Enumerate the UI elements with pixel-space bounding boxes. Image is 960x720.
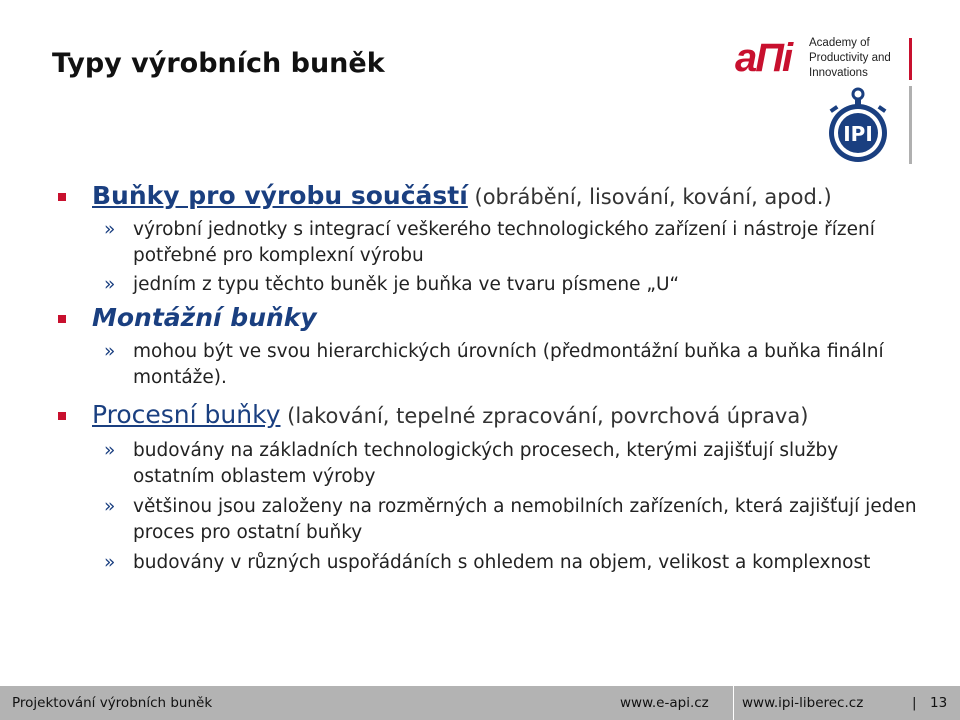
footer-divider xyxy=(733,686,734,720)
arrow-bullet-icon: » xyxy=(104,552,116,573)
list-item: » mohou být ve svou hierarchických úrovních (předmontážní buňka a buňka finální montáže). xyxy=(104,341,884,388)
footer-separator: | xyxy=(912,695,917,711)
section-heading: Buňky pro výrobu součástí xyxy=(92,181,468,210)
api-logo-text: Academy of Productivity and Innovations xyxy=(809,37,891,79)
footer-link-e-api[interactable]: www.e-api.cz xyxy=(620,695,709,711)
section-heading-detail: (obrábění, lisování, kování, apod.) xyxy=(467,185,832,209)
square-bullet-icon xyxy=(58,193,66,201)
section-heading: Procesní buňky xyxy=(92,400,281,429)
arrow-bullet-icon: » xyxy=(104,496,116,517)
api-logo-mark: aΠi xyxy=(735,36,792,80)
arrow-bullet-icon: » xyxy=(104,341,116,362)
arrow-bullet-icon: » xyxy=(104,274,116,295)
list-item: » budovány v různých uspořádáních s ohledem na objem, velikost a komplexnost xyxy=(58,550,918,576)
list-item: » jedním z typu těchto buněk je buňka ve tvaru písmene „U“ xyxy=(58,272,918,298)
ipi-stopwatch-logo xyxy=(826,85,890,165)
page-number: 13 xyxy=(930,695,948,711)
slide-footer xyxy=(0,686,960,720)
section-heading: Montážní buňky xyxy=(92,303,317,332)
footer-course-title: Projektování výrobních buněk xyxy=(12,695,213,711)
section-heading-detail: (lakování, tepelné zpracování, povrchová úprava) xyxy=(280,404,809,428)
list-item: » budovány na základních technologických procesech, kterými zajišťují služby ostatním oblastem výroby xyxy=(104,440,839,487)
footer-link-ipi-liberec[interactable]: www.ipi-liberec.cz xyxy=(742,695,864,711)
square-bullet-icon xyxy=(58,315,66,323)
slide-title: Typy výrobních buněk xyxy=(52,48,385,79)
section-vyroba-soucasti xyxy=(58,182,918,211)
square-bullet-icon xyxy=(58,412,66,420)
list-item: » výrobní jednotky s integrací veškerého technologického zařízení i nástroje řízení potřebné pro komplexní výrobu xyxy=(104,219,875,266)
ipi-logo-text: IPI xyxy=(843,122,873,146)
arrow-bullet-icon: » xyxy=(104,440,116,461)
logo-divider-red xyxy=(909,38,912,80)
section-montazni-bunky xyxy=(58,304,918,333)
list-item: » většinou jsou založeny na rozměrných a nemobilních zařízeních, která zajišťují jeden proces pro ostatní buňky xyxy=(104,496,917,543)
stopwatch-ring-icon xyxy=(853,89,863,99)
logo-divider-gray xyxy=(909,86,912,164)
slide-content xyxy=(58,182,918,576)
arrow-bullet-icon: » xyxy=(104,219,116,240)
section-procesni-bunky xyxy=(58,401,918,430)
